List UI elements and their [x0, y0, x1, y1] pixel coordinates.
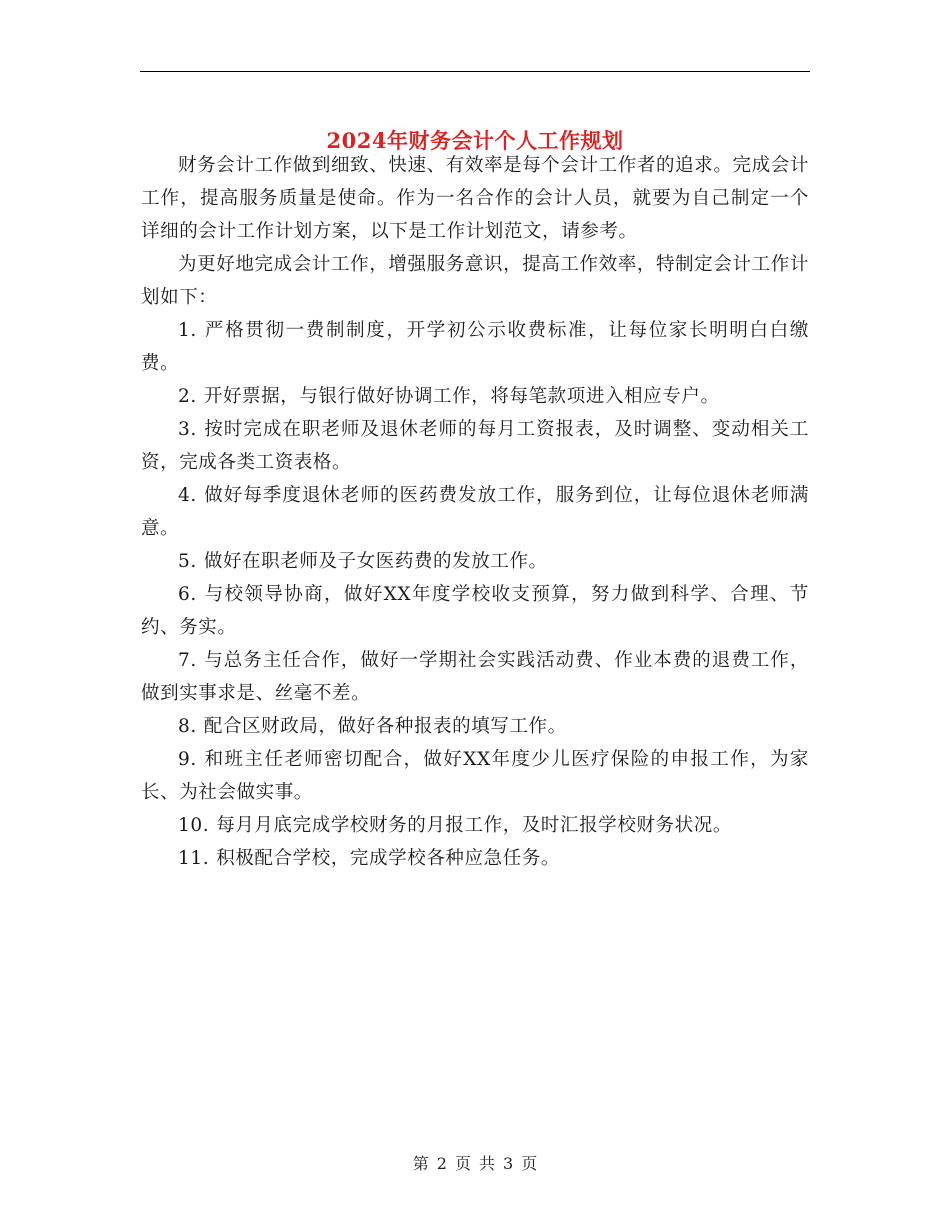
item-number: 10. [178, 815, 210, 836]
plan-item [141, 644, 809, 710]
item-number: 6. [178, 584, 197, 605]
item-text: 开好票据，与银行做好协调工作，将每笔款项进入相应专户。 [203, 386, 720, 407]
plan-item [141, 809, 809, 842]
item-text: 和班主任老师密切配合，做好XX年度少儿医疗保险的申报工作，为家长、为社会做实事。 [141, 749, 809, 803]
item-text: 严格贯彻一费制制度，开学初公示收费标准，让每位家长明明白白缴费。 [141, 320, 809, 374]
item-text: 配合区财政局，做好各种报表的填写工作。 [203, 716, 567, 737]
item-text: 做好每季度退休老师的医药费发放工作，服务到位，让每位退休老师满意。 [141, 485, 809, 539]
item-number: 3. [178, 419, 197, 440]
item-text: 做好在职老师及子女医药费的发放工作。 [203, 551, 548, 572]
intro-paragraph: 财务会计工作做到细致、快速、有效率是每个会计工作者的追求。完成会计工作，提高服务质量是使命。作为一名合作的会计人员，就要为自己制定一个详细的会计工作计划方案，以下是工作计划范文，请参考。 [141, 155, 809, 242]
footer-current-page: 2 [436, 1154, 447, 1173]
item-number: 8. [178, 716, 197, 737]
plan-item [141, 314, 809, 380]
item-number: 2. [178, 386, 197, 407]
item-number: 7. [178, 650, 197, 671]
item-text: 积极配合学校，完成学校各种应急任务。 [216, 848, 561, 869]
plan-item [141, 479, 809, 545]
footer-total-prefix: 共 [479, 1154, 496, 1173]
item-number: 1. [178, 320, 197, 341]
plan-item [141, 380, 809, 413]
item-text: 按时完成在职老师及退休老师的每月工资报表，及时调整、变动相关工资，完成各类工资表格。 [141, 419, 809, 473]
item-number: 4. [178, 485, 197, 506]
page-footer [0, 1152, 950, 1176]
item-text: 每月月底完成学校财务的月报工作，及时汇报学校财务状况。 [216, 815, 732, 836]
plan-item [141, 710, 809, 743]
plan-item [141, 743, 809, 809]
item-text: 与校领导协商，做好XX年度学校收支预算，努力做到科学、合理、节约、务实。 [141, 584, 809, 638]
item-text: 与总务主任合作，做好一学期社会实践活动费、作业本费的退费工作，做到实事求是、丝毫不差。 [141, 650, 809, 704]
plan-item [141, 545, 809, 578]
plan-item [141, 842, 809, 875]
footer-total-pages: 3 [503, 1154, 514, 1173]
item-number: 11. [178, 848, 210, 869]
footer-page-word: 页 [454, 1154, 471, 1173]
footer-prefix: 第 [412, 1154, 429, 1173]
document-body [141, 149, 809, 875]
item-number: 5. [178, 551, 197, 572]
item-number: 9. [178, 749, 197, 770]
intro-paragraph: 为更好地完成会计工作，增强服务意识，提高工作效率，特制定会计工作计划如下： [141, 254, 809, 308]
plan-item [141, 413, 809, 479]
plan-item [141, 578, 809, 644]
footer-suffix: 页 [521, 1154, 538, 1173]
document-title: 2024年财务会计个人工作规划 [326, 128, 624, 154]
header-rule [140, 71, 810, 72]
